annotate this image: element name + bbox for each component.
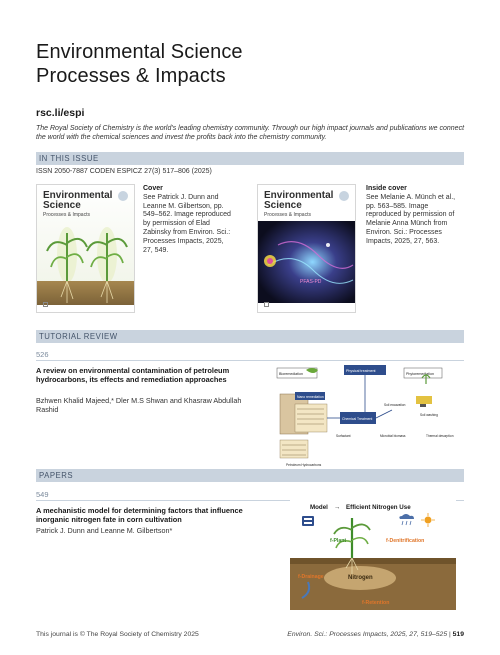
cover-front-badge-icon xyxy=(118,191,128,201)
ga-f-retention: f-Retention xyxy=(362,600,390,606)
journal-description: The Royal Society of Chemistry is the world's leading chemistry community. Through our high impact journals and publications we connect the world with the chemical sciences and invest the profits back into the chemistry community. xyxy=(36,125,465,141)
ga-nitrogen: Nitrogen xyxy=(348,575,373,581)
ga-efficient-label: Efficient Nitrogen Use xyxy=(346,504,411,511)
cover-inside-subtitle: Processes & Impacts xyxy=(264,212,311,218)
rsc-logo-icon xyxy=(264,302,270,307)
ga-model-label: Model xyxy=(310,504,328,511)
tutorial-review-title-link[interactable]: A review on environmental contamination of petroleum hydrocarbons, its effects and remediation approaches xyxy=(36,366,230,384)
ga-nano-remediation: Nano remediation xyxy=(297,395,324,399)
cover-front-title-l2: Science xyxy=(43,199,81,211)
ga-surfactant: Surfactant xyxy=(336,434,351,438)
papers-pages[interactable]: 549 xyxy=(36,490,49,499)
footer-copyright: This journal is © The Royal Society of Chemistry 2025 xyxy=(36,631,199,638)
ga-physical-treatment: Physical treatment xyxy=(346,369,376,373)
inside-cover-caption-text: See Melanie A. Münch et al., pp. 563–585. Image reproduced by permission of Melanie Anna Münch from Environ. Sci.: Processes Impacts, 2025, 27, 563. xyxy=(366,193,456,245)
ga-f-denitrification: f-Denitrification xyxy=(386,538,425,544)
rsc-logo-icon xyxy=(43,302,49,307)
footer-citation xyxy=(287,631,464,638)
tutorial-review-pages[interactable]: 526 xyxy=(36,350,49,359)
paper-graphical-abstract[interactable] xyxy=(290,500,456,610)
footer-page-number: 519 xyxy=(452,631,464,638)
cover-front-title xyxy=(43,191,112,210)
cover-inside-title-l2: Science xyxy=(264,199,302,211)
in-this-issue-band xyxy=(36,152,464,165)
in-this-issue-heading: IN THIS ISSUE xyxy=(39,154,99,163)
ga-arrow: → xyxy=(334,504,341,511)
cover-caption-title: Cover xyxy=(143,185,163,192)
ga-soil-excavation: Soil excavation xyxy=(384,403,406,407)
cover-inside-title xyxy=(264,191,333,210)
tutorial-review-authors: Bzhwen Khalid Majeed,* Dler M.S Shwan and Khasraw Abdullah Rashid xyxy=(36,396,242,414)
cover-inside-title-l1: Environmental xyxy=(264,190,334,201)
papers-band xyxy=(36,469,464,482)
cover-image-inside[interactable] xyxy=(257,184,356,313)
ga-legend: Petroleum Hydrocarbons xyxy=(286,463,322,467)
papers-heading: PAPERS xyxy=(39,471,74,480)
journal-url-link[interactable]: rsc.li/espi xyxy=(36,107,85,119)
ga-phytoremediation: Phytoremediation xyxy=(406,372,434,376)
paper-authors: Patrick J. Dunn and Leanne M. Gilbertson* xyxy=(36,526,173,535)
journal-title-line2: Processes & Impacts xyxy=(36,65,226,87)
ga-soil-washing: Soil washing xyxy=(420,413,438,417)
inside-cover-caption xyxy=(366,185,458,247)
cover-caption-text: See Patrick J. Dunn and Leanne M. Gilbertson, pp. 549–562. Image reproduced by permission of Elad Zabinsky from Environ. Sci.: Processes Impacts, 2025, 27, 549. xyxy=(143,193,231,254)
cover-front-title-l1: Environmental xyxy=(43,190,113,201)
svg-text:PFAS-PD: PFAS-PD xyxy=(300,279,322,285)
cover-caption xyxy=(143,185,235,255)
paper-title-link[interactable]: A mechanistic model for determining factors that influence inorganic nitrogen fate in corn cultivation xyxy=(36,506,243,524)
footer-separator: | xyxy=(449,631,451,638)
ga-bioremediation: Bioremediation xyxy=(279,372,303,376)
ga-f-drainage: f-Drainage xyxy=(298,574,324,580)
journal-title xyxy=(36,40,243,88)
ga-chemical-treatment: Chemical Treatment xyxy=(342,417,373,421)
cover-image-front[interactable] xyxy=(36,184,135,313)
journal-title-line1: Environmental Science xyxy=(36,41,243,63)
ga-f-plant: f-Plant xyxy=(330,538,347,544)
tutorial-review-graphical-abstract[interactable] xyxy=(276,362,458,470)
tutorial-review-rule xyxy=(36,360,464,361)
cover-front-subtitle: Processes & Impacts xyxy=(43,212,90,218)
tutorial-review-heading: TUTORIAL REVIEW xyxy=(39,332,118,341)
cover-inside-badge-icon xyxy=(339,191,349,201)
inside-cover-caption-title: Inside cover xyxy=(366,185,407,192)
ga-thermal-desorption: Thermal desorption xyxy=(426,434,454,438)
issn-line: ISSN 2050-7887 CODEN ESPICZ 27(3) 517–806 (2025) xyxy=(36,168,212,175)
footer-citation-text: Environ. Sci.: Processes Impacts, 2025, 27, 519–525 xyxy=(287,631,448,638)
tutorial-review-band xyxy=(36,330,464,343)
ga-microbial-biomass: Microbial biomass xyxy=(380,434,406,438)
